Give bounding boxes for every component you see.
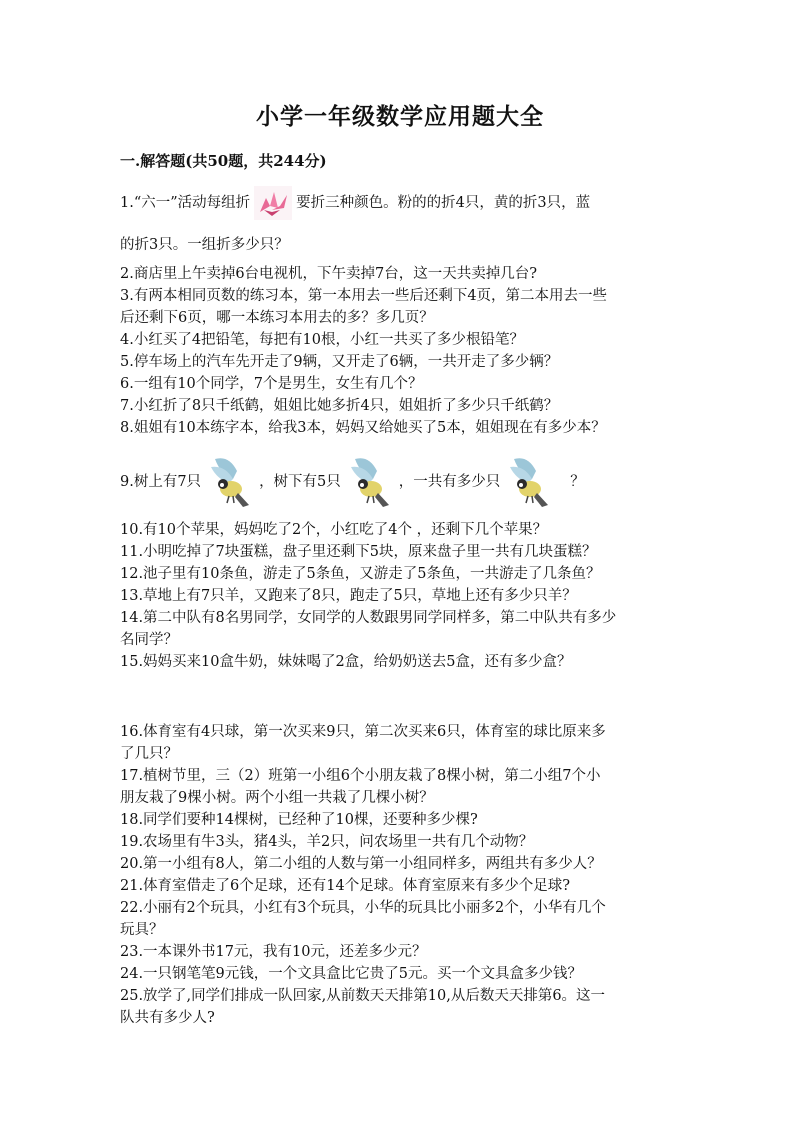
question-1 <box>120 186 690 256</box>
question-line: 23.一本课外书17元，我有10元，还差多少元？ <box>120 944 427 960</box>
question-line: 20.第一小组有8人，第二小组的人数与第一小组同样多，两组共有多少人？ <box>120 856 602 872</box>
question-line: 25.放学了,同学们排成一队回家,从前数天天排第10,从后数天天排第6。这一 <box>120 988 606 1004</box>
question-line: 13.草地上有7只羊，又跑来了8只，跑走了5只，草地上还有多少只羊？ <box>120 588 577 604</box>
question-1-text-b: 要折三种颜色。粉的的折4只，黄的折3只，蓝 <box>296 195 591 211</box>
section-heading: 一.解答题(共50题，共244分) <box>120 152 327 170</box>
question-line: 22.小丽有2个玩具，小红有3个玩具，小华的玩具比小丽多2个，小华有几个 <box>120 900 606 916</box>
question-line: 16.体育室有4只球，第一次买来9只，第二次买来6只，体育室的球比原来多 <box>120 724 606 740</box>
bird-icon <box>347 453 393 511</box>
question-line: 5.停车场上的汽车先开走了9辆，又开走了6辆，一共开走了多少辆？ <box>120 354 559 370</box>
question-line: 了几只？ <box>120 746 178 762</box>
question-9-text-c: ，一共有多少只 <box>398 474 501 490</box>
question-line: 24.一只钢笔笔9元钱，一个文具盒比它贵了5元。买一个文具盒多少钱？ <box>120 966 583 982</box>
question-line: 6.一组有10个同学，7个是男生，女生有几个？ <box>120 376 423 392</box>
question-line: 后还剩下6页，哪一本练习本用去的多？多几页？ <box>120 310 434 326</box>
question-line: 2.商店里上午卖掉6台电视机，下午卖掉7台，这一天共卖掉几台? <box>120 266 538 282</box>
question-9 <box>120 450 690 514</box>
question-line: 12.池子里有10条鱼，游走了5条鱼，又游走了5条鱼，一共游走了几条鱼？ <box>120 566 601 582</box>
question-line: 3.有两本相同页数的练习本，第一本用去一些后还剩下4页，第二本用去一些 <box>120 288 608 304</box>
question-line: 队共有多少人? <box>120 1010 215 1026</box>
question-line: 21.体育室借走了6个足球，还有14个足球。体育室原来有多少个足球? <box>120 878 571 894</box>
question-line: 18.同学们要种14棵树，已经种了10棵，还要种多少棵? <box>120 812 478 828</box>
paper-crane-icon <box>254 186 292 220</box>
question-1-text-a: 1.“六一”活动每组折 <box>120 195 251 211</box>
question-9-text-d: ？ <box>570 474 585 490</box>
question-line: 玩具？ <box>120 922 164 938</box>
question-line: 8.姐姐有10本练字本，给我3本，妈妈又给她买了5本，姐姐现在有多少本？ <box>120 420 606 436</box>
question-line: 朋友栽了9棵小树。两个小组一共栽了几棵小树？ <box>120 790 434 806</box>
question-line: 7.小红折了8只千纸鹤，姐姐比她多折4只，姐姐折了多少只千纸鹤？ <box>120 398 559 414</box>
bird-icon <box>207 453 253 511</box>
questions-10-15 <box>120 519 690 673</box>
question-line: 10.有10个苹果，妈妈吃了2个，小红吃了4个 ，还剩下几个苹果？ <box>120 522 548 538</box>
question-line: 17.植树节里，三（2）班第一小组6个小朋友栽了8棵小树，第二小组7个小 <box>120 768 601 784</box>
question-line: 11.小明吃掉了7块蛋糕，盘子里还剩下5块，原来盘子里一共有几块蛋糕？ <box>120 544 597 560</box>
question-line: 19.农场里有牛3头，猪4头，羊2只，问农场里一共有几个动物？ <box>120 834 534 850</box>
question-line: 名同学？ <box>120 632 178 648</box>
question-line: 15.妈妈买来10盒牛奶，妹妹喝了2盒，给奶奶送去5盒，还有多少盒？ <box>120 654 572 670</box>
bird-icon <box>506 453 552 511</box>
page-title: 小学一年级数学应用题大全 <box>256 103 544 130</box>
question-9-text-b: ，树下有5只 <box>259 474 341 490</box>
question-1-line-2: 的折3只。一组折多少只？ <box>120 237 289 253</box>
question-line: 14.第二中队有8名男同学，女同学的人数跟男同学同样多，第二中队共有多少 <box>120 610 617 626</box>
question-9-text-a: 9.树上有7只 <box>120 474 202 490</box>
questions-16-25 <box>120 721 690 1029</box>
question-line: 4.小红买了4把铅笔，每把有10根，小红一共买了多少根铅笔？ <box>120 332 525 348</box>
questions-2-8 <box>120 263 690 439</box>
